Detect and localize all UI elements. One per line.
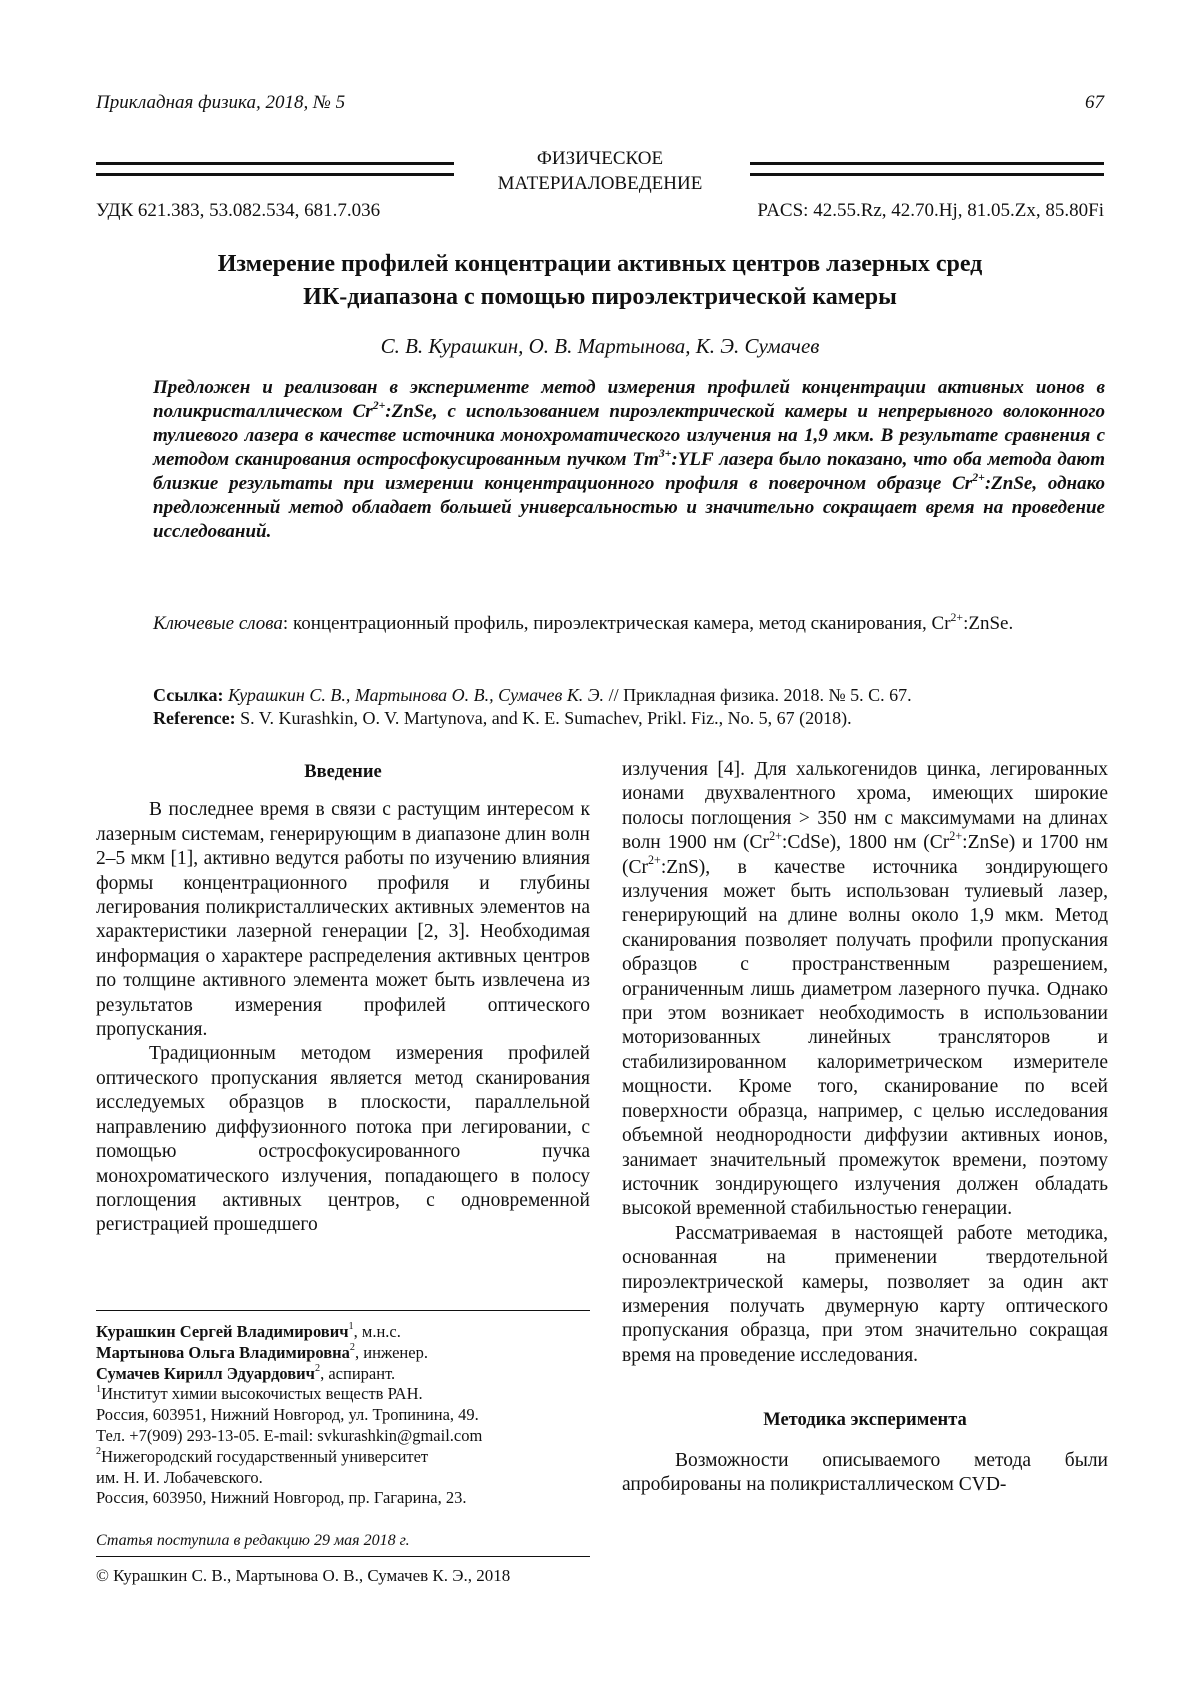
intro-paragraph-1: В последнее время в связи с растущим интересом к лазерным системам, генерирующим в диапазоне длин волн 2–5 мкм [1], активно ведутся работы по изучению влияния формы концентрационного профиля и глубины легирования поликристаллических активных элементов на характеристики лазерной генерации [2, 3]. Необходимая информация о характере распределения активных центров по толщине активного элемента может быть извлечена из результатов измерения профилей оптического пропускания. bbox=[96, 799, 590, 1041]
footnote-rule-bottom bbox=[96, 1556, 590, 1557]
author-2 bbox=[96, 1343, 596, 1364]
institution-1-contact: Тел. +7(909) 293-13-05. E-mail: svkurashkin@gmail.com bbox=[96, 1425, 483, 1445]
pacs-codes: PACS: 42.55.Rz, 42.70.Hj, 81.05.Zx, 85.80Fi bbox=[757, 200, 1104, 221]
superscript: 1 bbox=[96, 1383, 102, 1395]
abstract-text: Предложен и реализован в эксперименте метод измерения профилей концентрации активных ионов в поликристаллическом Cr bbox=[153, 377, 1105, 422]
keywords-text: :ZnSe. bbox=[963, 613, 1014, 634]
paragraph-text: :CdSe), 1800 нм (Cr bbox=[781, 832, 950, 854]
intro-paragraph-4: Рассматриваемая в настоящей работе методика, основанная на применении твердотельной пироэлектрической камеры, позволяет за один акт измерения получать двумерную карту оптического пропускания образца, при этом значительно сокращая время на проведение исследования. bbox=[622, 1222, 1108, 1366]
institution-2 bbox=[96, 1447, 596, 1468]
superscript: 2+ bbox=[950, 610, 964, 624]
author-1-role: , м.н.с. bbox=[353, 1322, 401, 1341]
intro-paragraph-3 bbox=[622, 758, 1108, 1222]
keywords-label: Ключевые слова bbox=[153, 613, 283, 634]
superscript: 2 bbox=[315, 1363, 321, 1375]
author-1 bbox=[96, 1322, 596, 1343]
footnote-rule-top bbox=[96, 1310, 590, 1311]
copyright-notice: © Курашкин С. В., Мартынова О. В., Сумачев К. Э., 2018 bbox=[96, 1566, 511, 1585]
institution-2-address: Россия, 603950, Нижний Новгород, пр. Гагарина, 23. bbox=[96, 1488, 467, 1508]
citation-ru-label: Ссылка: bbox=[153, 685, 224, 705]
journal-running-head: Прикладная физика, 2018, № 5 bbox=[96, 92, 346, 113]
received-date: Статья поступила в редакцию 29 мая 2018 г. bbox=[96, 1532, 410, 1549]
institution-1 bbox=[96, 1384, 596, 1405]
superscript: 2+ bbox=[972, 470, 985, 484]
methods-heading: Методика эксперимента bbox=[763, 1410, 967, 1431]
institution-1-name: Институт химии высокочистых веществ РАН. bbox=[101, 1384, 423, 1404]
abstract-text: :ZnSe, с использованием пироэлектрической камеры и непрерывного волоконного тулиевого лазера в качестве источника монохроматического излучения на 1,9 мкм. В результате сравнения с методом сканирования остросфокусированным пучком Tm bbox=[153, 401, 1105, 470]
citation-ru-rest: // Прикладная физика. 2018. № 5. С. 67. bbox=[604, 685, 912, 705]
superscript: 2+ bbox=[648, 852, 661, 867]
superscript: 3+ bbox=[658, 446, 672, 460]
article-authors: С. В. Курашкин, О. В. Мартынова, К. Э. Сумачев bbox=[380, 334, 820, 358]
author-2-name: Мартынова Ольга Владимировна bbox=[96, 1342, 350, 1362]
body-column-left bbox=[96, 760, 590, 1238]
article-title bbox=[96, 248, 1104, 314]
institution-2-name-cont: им. Н. И. Лобачевского. bbox=[96, 1467, 263, 1487]
citation-block bbox=[153, 684, 1105, 730]
keywords-text: : концентрационный профиль, пироэлектрическая камера, метод сканирования, Cr bbox=[282, 613, 951, 634]
superscript: 2+ bbox=[769, 828, 782, 843]
methods-paragraph-1: Возможности описываемого метода были апробированы на поликристаллическом CVD- bbox=[622, 1449, 1108, 1495]
author-3-name: Сумачев Кирилл Эдуардович bbox=[96, 1363, 315, 1383]
section-band bbox=[96, 146, 1104, 194]
paragraph-text: :ZnS), в качестве источника зондирующего излучения может быть использован тулиевый лазер, генерирующий на длине волны около 1,9 мкм. Метод сканирования позволяет получать профили пропускания образцов с пространственным разрешением, ограниченным лишь диаметром лазерного пучка. Однако при этом возникает необходимость в использовании моторизованных линейных трансляторов и стабилизированном калориметрическом измерителе мощности. Кроме того, сканирование по всей поверхности образца, например, с целью исследования объемной неоднородности диффузии активных ионов, занимает значительный промежуток времени, поэтому источник зондирующего излучения должен обладать высокой временной стабильностью генерации. bbox=[622, 856, 1108, 1220]
institution-2-name: Нижегородский государственный университет bbox=[101, 1446, 429, 1466]
superscript: 1 bbox=[348, 1321, 354, 1333]
citation-en bbox=[153, 707, 1105, 730]
superscript: 2 bbox=[349, 1342, 355, 1354]
author-1-name: Курашкин Сергей Владимирович bbox=[96, 1322, 349, 1341]
page-number: 67 bbox=[1085, 92, 1104, 113]
article-title-line1: Измерение профилей концентрации активных центров лазерных сред bbox=[217, 251, 983, 277]
keywords bbox=[153, 612, 1105, 636]
citation-en-label: Reference: bbox=[153, 708, 236, 728]
abstract bbox=[153, 376, 1105, 544]
institution-1-address: Россия, 603951, Нижний Новгород, ул. Тропинина, 49. bbox=[96, 1405, 479, 1425]
author-2-role: , инженер. bbox=[355, 1342, 428, 1362]
paragraph-text: :ZnSe) и 1700 нм (Cr bbox=[622, 832, 1108, 878]
abstract-text: :YLF лазера было показано, что оба метода дают близкие результаты при измерении концентрационного профиля в поверочном образце Cr bbox=[153, 449, 1105, 494]
article-title-line2: ИК-диапазона с помощью пироэлектрической камеры bbox=[303, 284, 897, 310]
udc-code: УДК 621.383, 53.082.534, 681.7.036 bbox=[96, 200, 381, 221]
intro-heading: Введение bbox=[304, 762, 382, 782]
citation-ru-authors: Курашкин С. В., Мартынова О. В., Сумачев К. Э. bbox=[223, 685, 605, 705]
superscript: 2+ bbox=[372, 398, 386, 412]
author-3 bbox=[96, 1364, 596, 1385]
superscript: 2+ bbox=[949, 828, 963, 843]
citation-ru bbox=[153, 684, 1105, 707]
section-title-line2: МАТЕРИАЛОВЕДЕНИЕ bbox=[497, 173, 703, 194]
abstract-text: :ZnSe, однако предложенный метод обладает большей универсальностью и значительно сокращает время на проведение исследований. bbox=[153, 473, 1105, 542]
author-affiliations bbox=[96, 1322, 596, 1509]
superscript: 2 bbox=[96, 1446, 102, 1458]
paragraph-text: излучения [4]. Для халькогенидов цинка, легированных ионами двухвалентного хрома, имеющих широкие полосы поглощения > 350 нм с максимумами на длинах волн 1900 нм (Cr bbox=[622, 759, 1108, 854]
section-title-line1: ФИЗИЧЕСКОЕ bbox=[536, 148, 664, 169]
body-column-right bbox=[622, 758, 1108, 1497]
author-3-role: , аспирант. bbox=[320, 1363, 396, 1383]
citation-en-text: S. V. Kurashkin, O. V. Martynova, and K. E. Sumachev, Prikl. Fiz., No. 5, 67 (2018). bbox=[235, 708, 852, 728]
intro-paragraph-2: Традиционным методом измерения профилей оптического пропускания является метод сканирования исследуемых образцов в плоскости, параллельной направлению диффузионного потока при легировании, с помощью остросфокусированного пучка монохроматического излучения, попадающего в полосу поглощения активных центров, с одновременной регистрацией прошедшего bbox=[96, 1043, 590, 1236]
section-title bbox=[96, 146, 1104, 196]
